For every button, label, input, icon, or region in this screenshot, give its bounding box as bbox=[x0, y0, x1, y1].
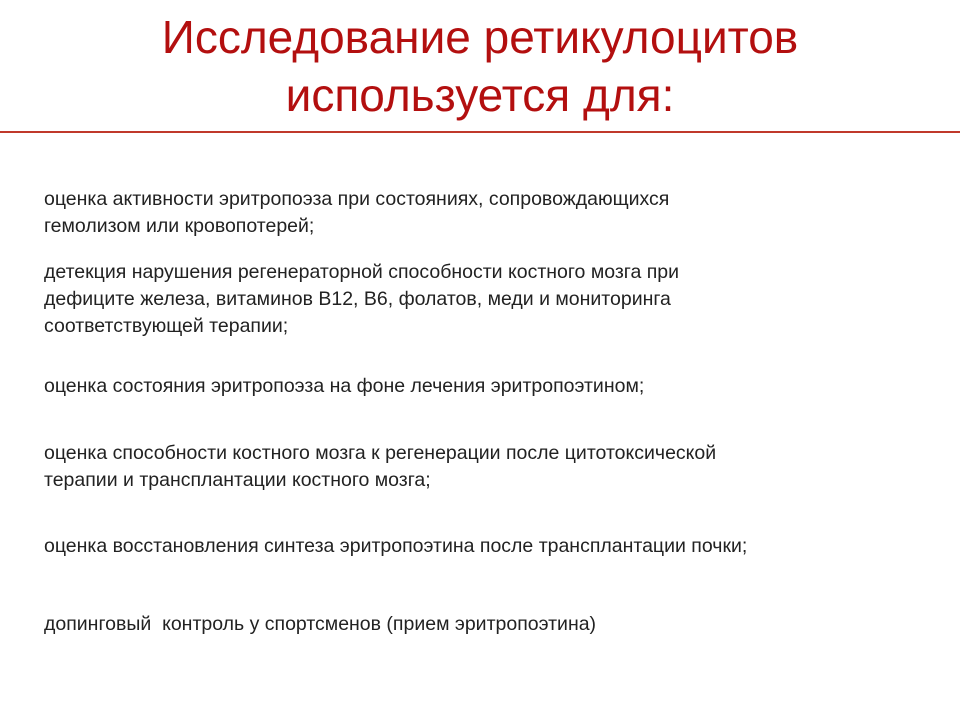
list-item-line: терапии и трансплантации костного мозга; bbox=[44, 469, 431, 491]
list-item bbox=[44, 611, 934, 638]
title-line-1: Исследование ретикулоцитов bbox=[161, 11, 799, 63]
list-item-line: оценка способности костного мозга к регенерации после цитотоксической bbox=[44, 442, 717, 464]
list-item-line: гемолизом или кровопотерей; bbox=[44, 215, 315, 237]
list-item-line: оценка состояния эритропоэза на фоне лечения эритропоэтином; bbox=[44, 375, 645, 397]
list-item-line: оценка активности эритропоэза при состояниях, сопровождающихся bbox=[44, 188, 670, 210]
list-item bbox=[44, 186, 934, 240]
list-item-line: оценка восстановления синтеза эритропоэтина после трансплантации почки; bbox=[44, 535, 748, 557]
list-item-line: дефиците железа, витаминов В12, В6, фолатов, меди и мониторинга bbox=[44, 288, 671, 310]
list-item-line: соответствующей терапии; bbox=[44, 315, 289, 337]
list-item-line: детекция нарушения регенераторной способности костного мозга при bbox=[44, 261, 680, 283]
title-divider bbox=[0, 131, 960, 133]
list-item-line: допинговый контроль у спортсменов (прием эритропоэтина) bbox=[44, 613, 597, 635]
list-item bbox=[44, 259, 934, 340]
list-item bbox=[44, 533, 934, 560]
title-line-2: используется для: bbox=[285, 69, 675, 121]
slide-title bbox=[0, 8, 960, 124]
list-item bbox=[44, 373, 934, 400]
list-item bbox=[44, 440, 934, 494]
